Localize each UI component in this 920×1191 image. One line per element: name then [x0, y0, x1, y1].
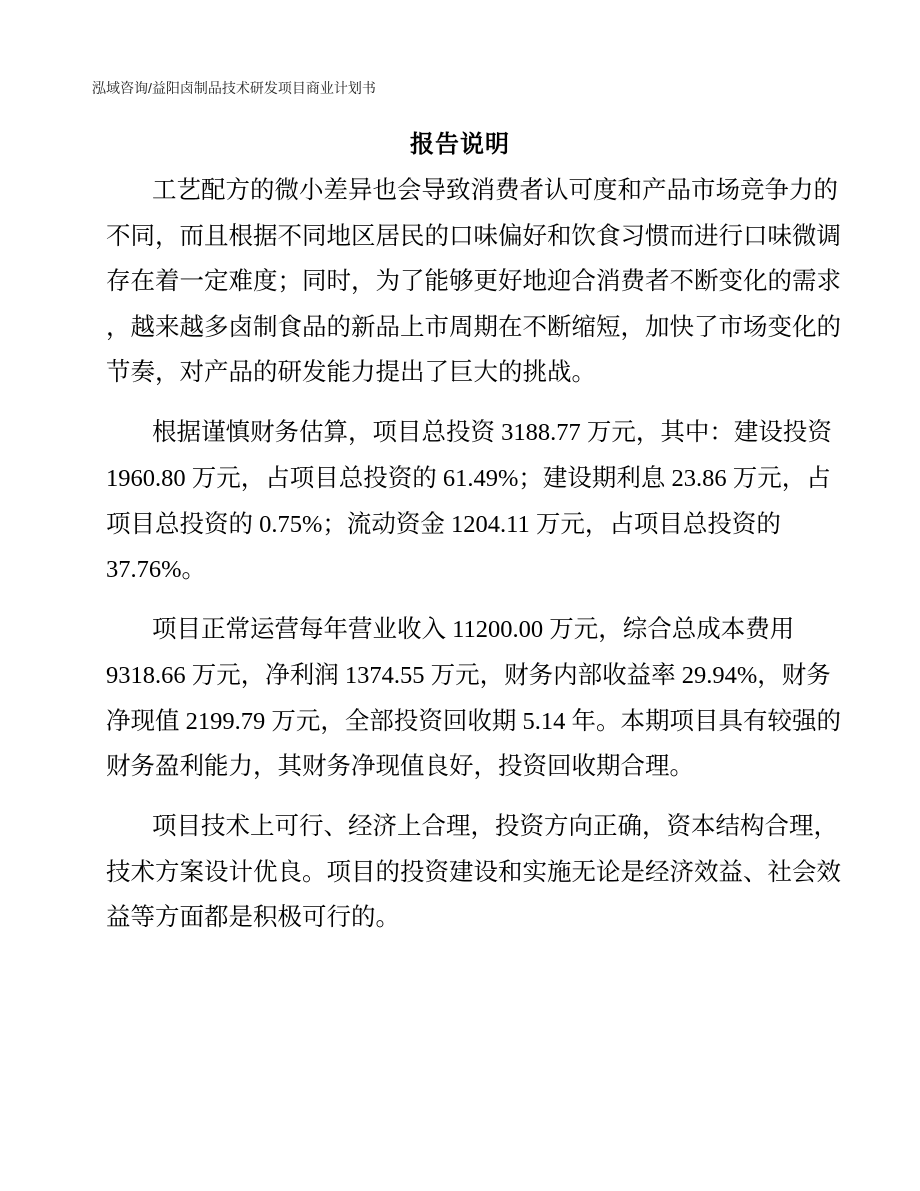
paragraph	[106, 607, 841, 789]
text-line: 益等方面都是积极可行的。	[106, 904, 400, 932]
paragraph	[106, 804, 841, 941]
text-line: 存在着一定难度；同时，为了能够更好地迎合消费者不断变化的需求	[106, 268, 841, 296]
text-line: 1960.80 万元，占项目总投资的 61.49%；建设期利息 23.86 万元，占	[106, 465, 831, 493]
text-line: 财务盈利能力，其财务净现值良好，投资回收期合理。	[106, 753, 694, 781]
text-line: ，越来越多卤制食品的新品上市周期在不断缩短，加快了市场变化的	[106, 313, 841, 341]
paragraph	[106, 410, 832, 592]
text-line: 项目正常运营每年营业收入 11200.00 万元，综合总成本费用	[152, 616, 795, 644]
text-line: 不同，而且根据不同地区居民的口味偏好和饮食习惯而进行口味微调	[106, 222, 841, 250]
running-header: 泓域咨询/益阳卤制品技术研发项目商业计划书	[92, 80, 376, 96]
text-line: 项目技术上可行、经济上合理，投资方向正确，资本结构合理，	[152, 813, 838, 841]
page-title: 报告说明	[410, 132, 510, 158]
text-line: 技术方案设计优良。项目的投资建设和实施无论是经济效益、社会效	[106, 858, 841, 886]
text-line: 9318.66 万元，净利润 1374.55 万元，财务内部收益率 29.94%，财务	[106, 661, 831, 689]
text-line: 工艺配方的微小差异也会导致消费者认可度和产品市场竞争力的	[152, 177, 838, 204]
text-line: 净现值 2199.79 万元，全部投资回收期 5.14 年。本期项目具有较强的	[106, 707, 841, 735]
text-line: 37.76%。	[106, 556, 207, 584]
report-body	[106, 168, 841, 956]
text-line: 节奏，对产品的研发能力提出了巨大的挑战。	[106, 359, 596, 387]
paragraph	[106, 168, 841, 396]
text-line: 项目总投资的 0.75%；流动资金 1204.11 万元，占项目总投资的	[106, 510, 781, 538]
text-line: 根据谨慎财务估算，项目总投资 3188.77 万元，其中：建设投资	[152, 419, 832, 447]
